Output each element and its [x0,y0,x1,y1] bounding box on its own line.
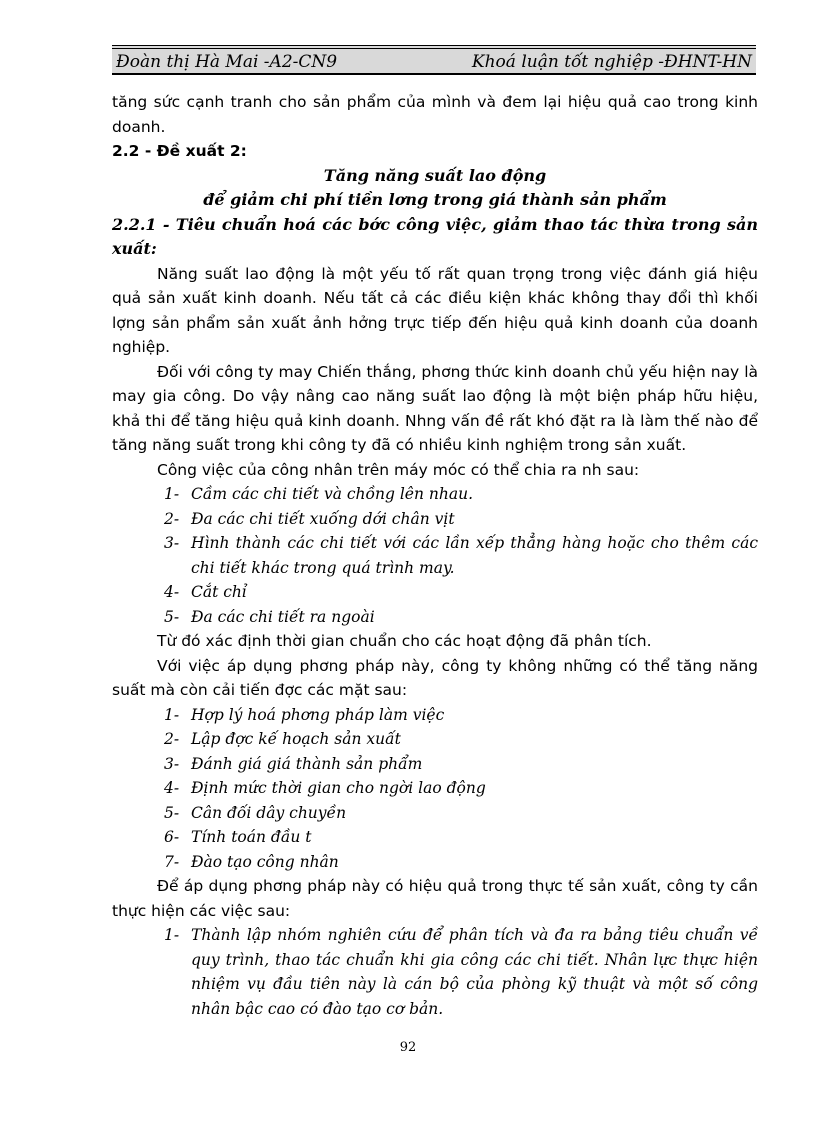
paragraph: Năng suất lao động là một yếu tố rất quan trọng trong việc đánh giá hiệu quả sản xuất kinh doanh. Nếu tất cả các điều kiện khác không thay đổi thì khối lợng sản phẩm sản xuất ảnh hởng trực tiếp đến hiệu quả kinh doanh của doanh nghiệp. [112,264,758,356]
paragraph: Để áp dụng phơng pháp này có hiệu quả trong thực tế sản xuất, công ty cần thực hiện các việc sau: [112,877,758,920]
list-item: 4- Cắt chỉ [164,583,247,601]
work-steps-list [112,482,758,629]
subsection-heading: 2.2.1 - Tiêu chuẩn hoá các bớc công việc, giảm thao tác thừa trong sản xuất: [112,214,758,258]
paragraph: Đối với công ty may Chiến thắng, phơng thức kinh doanh chủ yếu hiện nay là may gia công. Do vậy nâng cao năng suất lao động là một biện pháp hữu hiệu, khả thi để tăng hiệu quả kinh doanh. Nhng vấn đề rất khó đặt ra là làm thế nào để tăng năng suất trong khi công ty đã có nhiều kinh nghiệm trong sản xuất. [112,362,758,454]
page-body [112,90,758,1021]
paragraph: Với việc áp dụng phơng pháp này, công ty không những có thể tăng năng suất mà còn cải tiến đợc các mặt sau: [112,656,758,699]
list-item: 2- Lập đợc kế hoạch sản xuất [164,730,401,748]
page-header [112,45,756,75]
list-item: 7- Đào tạo công nhân [164,852,339,871]
list-item: 4- Định mức thời gian cho ngời lao động [164,779,486,797]
list-item: 2- Đa các chi tiết xuống dới chân vịt [164,509,455,528]
list-item: 5- Đa các chi tiết ra ngoài [164,607,375,626]
list-item: 1- Hợp lý hoá phơng pháp làm việc [164,705,445,724]
actions-list [112,923,758,1021]
section-title-line-2: để giảm chi phí tiền lơng trong giá thành sản phẩm [203,190,667,209]
list-item: 1- Cầm các chi tiết và chồng lên nhau. [164,485,473,503]
list-item: 3- Đánh giá giá thành sản phẩm [164,754,423,773]
paragraph: Công việc của công nhân trên máy móc có thể chia ra nh sau: [157,460,640,479]
list-item: 1- Thành lập nhóm nghiên cứu để phân tích và đa ra bảng tiêu chuẩn về quy trình, thao tác chuẩn khi gia công các chi tiết. Nhân lực thực hiện nhiệm vụ đầu tiên này là cán bộ của phòng kỹ thuật và một số công nhân bậc cao có đào tạo cơ bản. [164,926,758,1018]
page-number: 92 [399,1040,417,1055]
section-heading: 2.2 - Đề xuất 2: [112,142,247,160]
header-title: Khoá luận tốt nghiệp -ĐHNT-HN [471,52,752,72]
header-author: Đoàn thị Hà Mai -A2-CN9 [116,52,338,72]
list-item: 3- Hình thành các chi tiết với các lần xếp thẳng hàng hoặc cho thêm các chi tiết khác trong quá trình may. [164,534,758,577]
improvements-list [112,703,758,875]
section-title-line-1: Tăng năng suất lao động [323,165,547,185]
paragraph: Từ đó xác định thời gian chuẩn cho các hoạt động đã phân tích. [157,632,652,650]
list-item: 6- Tính toán đầu t [164,828,312,846]
list-item: 5- Cân đối dây chuyền [164,803,347,822]
paragraph: tăng sức cạnh tranh cho sản phẩm của mình và đem lại hiệu quả cao trong kinh doanh. [112,93,758,136]
